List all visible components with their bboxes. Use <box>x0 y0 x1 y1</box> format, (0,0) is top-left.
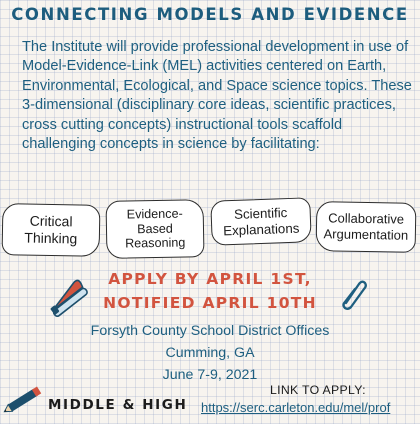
intro-paragraph: The Institute will provide professional development in use of Model-Evidence-Link (MEL) activities centered on Earth, Environmental, Ecological, and Space science topics. These 3-dimensional (disciplinary core ideas, scientific practices, cross cutting concepts) instructional tools scaffold challenging concepts in science by facilitating: <box>22 39 412 153</box>
event-city: Cumming, GA <box>165 345 255 361</box>
skill-line: Explanations <box>222 220 300 238</box>
skill-line: Based <box>137 221 173 237</box>
event-dates: June 7-9, 2021 <box>162 367 258 383</box>
skill-line: Evidence- <box>126 206 183 222</box>
skill-scientific-explanations <box>210 197 312 245</box>
skill-line: Reasoning <box>125 235 186 251</box>
pencil-icon <box>0 380 46 420</box>
skill-line: Collaborative <box>328 210 405 227</box>
notification-date: NOTIFIED APRIL 10TH <box>103 294 317 312</box>
page-title: CONNECTING MODELS AND EVIDENCE <box>11 5 409 24</box>
skill-collaborative-argumentation <box>316 201 417 253</box>
apply-deadline: APPLY BY APRIL 1ST, <box>108 270 312 288</box>
skill-critical-thinking <box>2 203 101 257</box>
audience-badge: MIDDLE & HIGH <box>48 397 188 413</box>
link-label: LINK TO APPLY: <box>270 383 366 397</box>
apply-link[interactable]: https://serc.carleton.edu/mel/prof <box>201 400 391 415</box>
skill-line: Argumentation <box>323 226 409 243</box>
event-location: Forsyth County School District Offices <box>90 323 330 339</box>
skill-evidence-based-reasoning <box>106 199 205 259</box>
skill-line: Scientific <box>233 204 288 222</box>
skill-line: Thinking <box>24 229 78 247</box>
skill-line: Critical <box>29 212 73 230</box>
